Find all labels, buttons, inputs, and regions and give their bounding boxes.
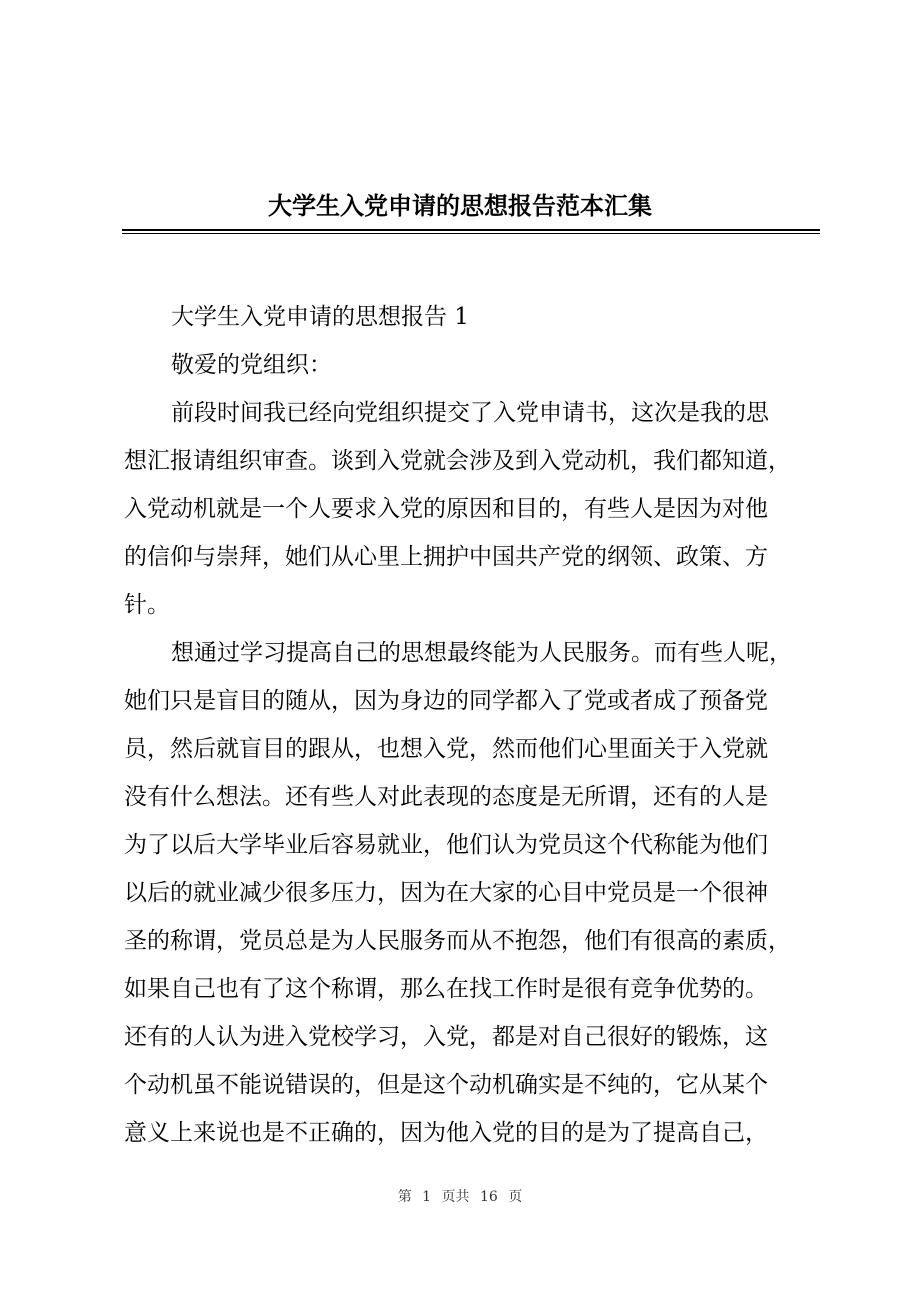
body-line: 为了以后大学毕业后容易就业，他们认为党员这个代称能为他们 [124,832,768,858]
body-line: 意义上来说也是不正确的，因为他入党的目的是为了提高自己， [124,1120,768,1146]
body-line: 还有的人认为进入党校学习，入党，都是对自己很好的锻炼，这 [124,1024,768,1050]
section-heading: 大学生入党申请的思想报告 1 [171,304,469,330]
body-line: 想汇报请组织审查。谈到入党就会涉及到入党动机，我们都知道， [124,448,791,474]
body-line: 员，然后就盲目的跟从，也想入党，然而他们心里面关于入党就 [124,736,768,762]
document-title: 大学生入党申请的思想报告范本汇集 [268,191,652,220]
document-body [124,293,824,1157]
body-line: 以后的就业减少很多压力，因为在大家的心目中党员是一个很神 [124,880,768,906]
body-line: 圣的称谓，党员总是为人民服务而从不抱怨，他们有很高的素质， [124,928,791,954]
body-line: 针。 [124,592,170,618]
body-line: 个动机虽不能说错误的，但是这个动机确实是不纯的，它从某个 [124,1072,768,1098]
body-line: 的信仰与崇拜，她们从心里上拥护中国共产党的纲领、政策、方 [124,544,768,570]
salutation: 敬爱的党组织： [171,352,332,378]
body-line: 没有什么想法。还有些人对此表现的态度是无所谓，还有的人是 [124,784,768,810]
body-line: 前段时间我已经向党组织提交了入党申请书，这次是我的思 [171,400,769,426]
page-footer: 第 1 页共 16 页 [397,1189,523,1205]
body-line: 想通过学习提高自己的思想最终能为人民服务。而有些人呢， [171,640,792,666]
body-line: 如果自己也有了这个称谓，那么在找工作时是很有竞争优势的。 [124,976,768,1002]
body-line: 她们只是盲目的随从，因为身边的同学都入了党或者成了预备党 [124,688,768,714]
body-line: 入党动机就是一个人要求入党的原因和目的，有些人是因为对他 [124,496,768,522]
title-double-rule [122,229,820,234]
